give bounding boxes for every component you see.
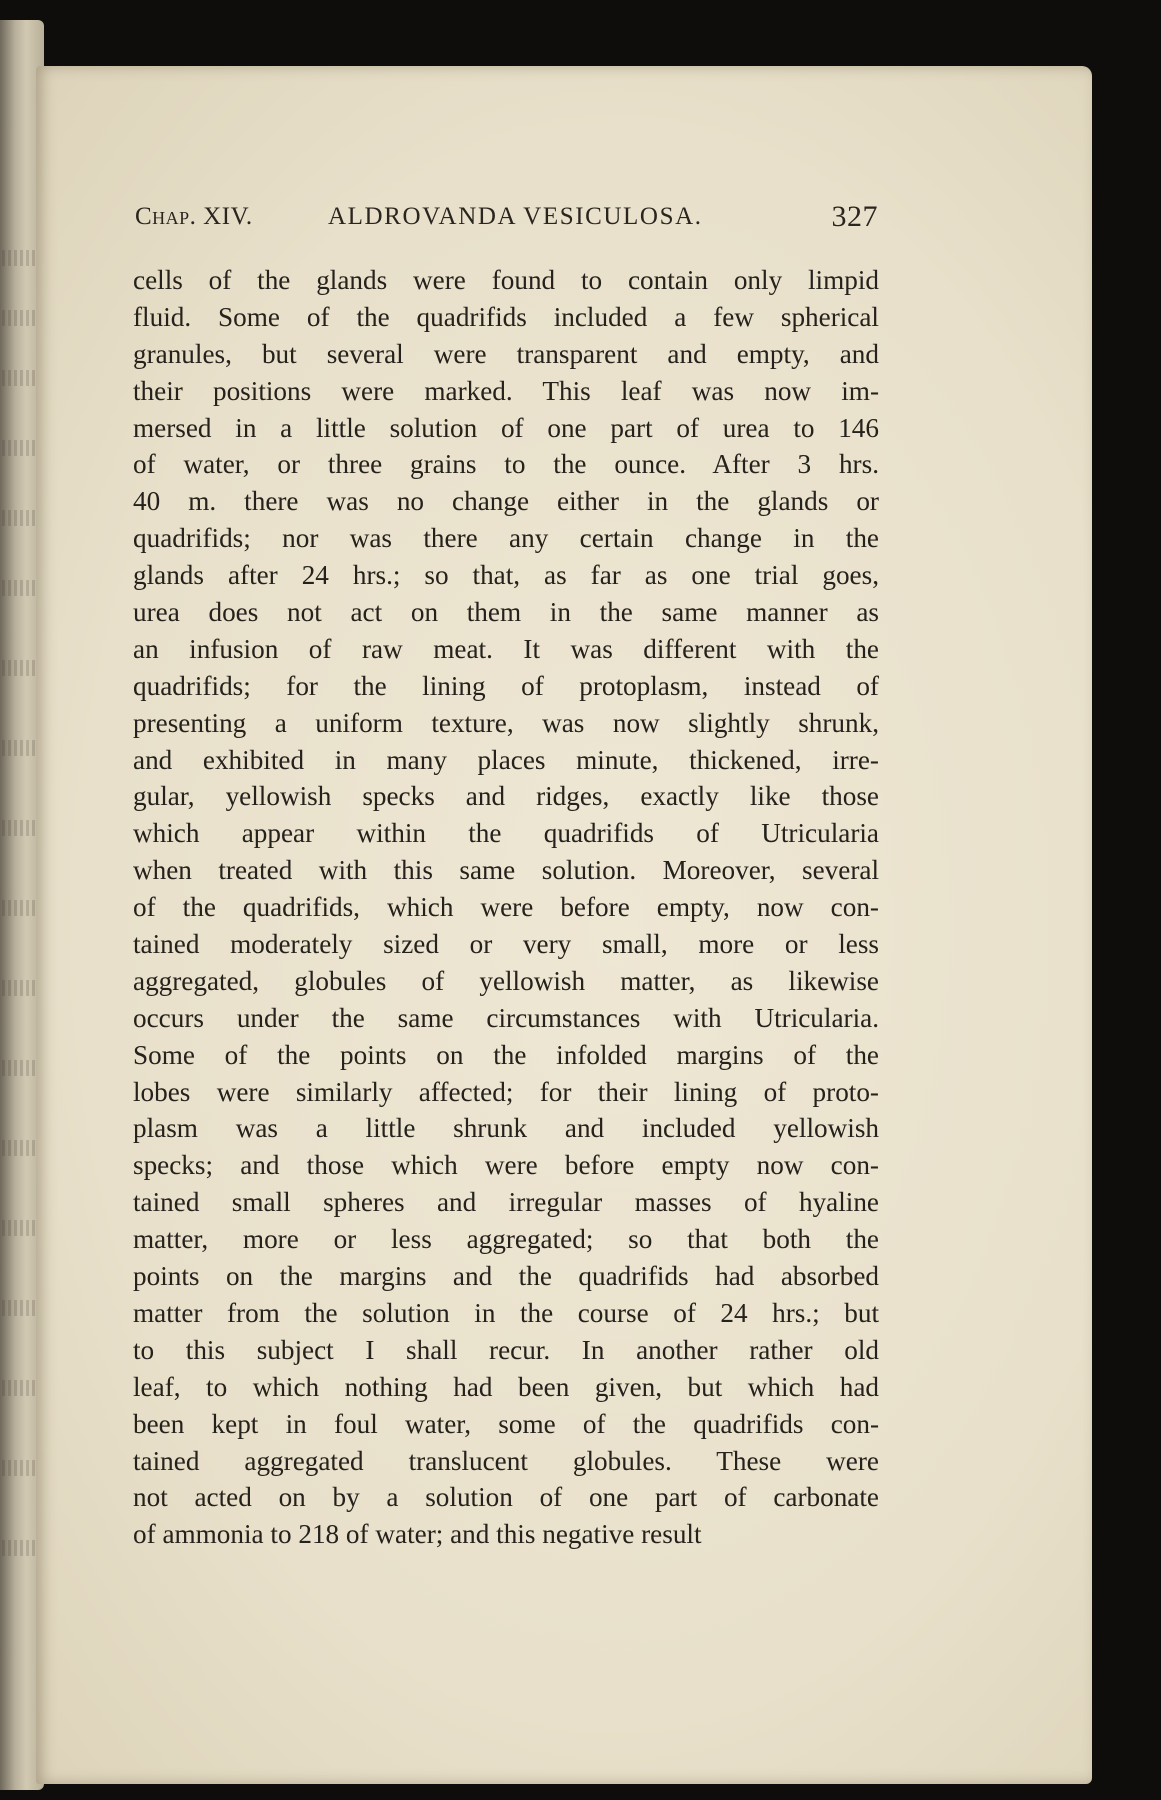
text-line: granules, but several were transparent and empty, and bbox=[133, 338, 879, 369]
text-line: of ammonia to 218 of water; and this negative result bbox=[133, 1519, 702, 1550]
page-number: 327 bbox=[831, 200, 878, 233]
bleed-through-text bbox=[2, 1300, 40, 1316]
text-line: quadrifids; for the lining of protoplasm, instead of bbox=[133, 670, 879, 701]
running-header bbox=[135, 200, 878, 236]
text-line: 40 m. there was no change either in the glands or bbox=[133, 486, 879, 517]
bleed-through-text bbox=[2, 510, 40, 526]
bleed-through-text bbox=[2, 1380, 40, 1396]
bleed-through-text bbox=[2, 250, 40, 266]
text-line: cells of the glands were found to contain only limpid bbox=[133, 265, 879, 295]
text-line: been kept in foul water, some of the quadrifids con- bbox=[133, 1408, 879, 1439]
bleed-through-text bbox=[2, 1220, 40, 1236]
text-line: gular, yellowish specks and ridges, exactly like those bbox=[133, 781, 879, 812]
text-line: plasm was a little shrunk and included yellowish bbox=[133, 1113, 879, 1144]
text-line: their positions were marked. This leaf was now im- bbox=[133, 375, 879, 406]
bleed-through-text bbox=[2, 310, 40, 326]
text-line: lobes were similarly affected; for their lining of proto- bbox=[133, 1076, 879, 1107]
bleed-through-text bbox=[2, 1540, 40, 1556]
text-line: and exhibited in many places minute, thickened, irre- bbox=[133, 744, 879, 775]
text-line: not acted on by a solution of one part of carbonate bbox=[133, 1482, 879, 1513]
text-line: fluid. Some of the quadrifids included a few spherical bbox=[133, 301, 879, 332]
text-line: to this subject I shall recur. In another rather old bbox=[133, 1334, 879, 1365]
bleed-through-text bbox=[2, 1140, 40, 1156]
text-line: leaf, to which nothing had been given, but which had bbox=[133, 1371, 879, 1402]
running-title: ALDROVANDA VESICULOSA. bbox=[328, 203, 703, 230]
bleed-through-text bbox=[2, 580, 40, 596]
text-line: occurs under the same circumstances with Utricularia. bbox=[133, 1002, 879, 1033]
chapter-label: Chap. XIV. bbox=[135, 203, 253, 230]
text-line: matter, more or less aggregated; so that both the bbox=[133, 1224, 879, 1255]
text-line: presenting a uniform texture, was now slightly shrunk, bbox=[133, 707, 879, 738]
text-line: specks; and those which were before empty now con- bbox=[133, 1150, 879, 1181]
text-line: tained aggregated translucent globules. These were bbox=[133, 1445, 879, 1476]
bleed-through-text bbox=[2, 980, 40, 996]
text-line: aggregated, globules of yellowish matter, as likewise bbox=[133, 965, 879, 996]
text-line: of the quadrifids, which were before empty, now con- bbox=[133, 892, 879, 923]
bleed-through-text bbox=[2, 900, 40, 916]
text-line: matter from the solution in the course of 24 hrs.; but bbox=[133, 1297, 879, 1328]
text-line: tained small spheres and irregular masses of hyaline bbox=[133, 1187, 879, 1218]
body-text bbox=[133, 262, 879, 1553]
text-line: tained moderately sized or very small, more or less bbox=[133, 929, 879, 960]
text-line: Some of the points on the infolded margins of the bbox=[133, 1039, 879, 1070]
text-line: which appear within the quadrifids of Utricularia bbox=[133, 818, 879, 849]
bleed-through-text bbox=[2, 820, 40, 836]
text-line: when treated with this same solution. Moreover, several bbox=[133, 855, 879, 886]
text-line: points on the margins and the quadrifids had absorbed bbox=[133, 1261, 879, 1292]
bleed-through-text bbox=[2, 370, 40, 386]
text-line: of water, or three grains to the ounce. After 3 hrs. bbox=[133, 449, 879, 480]
bleed-through-text bbox=[2, 440, 40, 456]
text-line: an infusion of raw meat. It was different with the bbox=[133, 633, 879, 664]
text-line: urea does not act on them in the same manner as bbox=[133, 597, 879, 628]
bleed-through-text bbox=[2, 740, 40, 756]
text-line: mersed in a little solution of one part of urea to 146 bbox=[133, 412, 879, 443]
bleed-through-text bbox=[2, 1060, 40, 1076]
bleed-through-text bbox=[2, 660, 40, 676]
text-line: glands after 24 hrs.; so that, as far as one trial goes, bbox=[133, 560, 879, 591]
text-line: quadrifids; nor was there any certain change in the bbox=[133, 523, 879, 554]
bleed-through-text bbox=[2, 1460, 40, 1476]
